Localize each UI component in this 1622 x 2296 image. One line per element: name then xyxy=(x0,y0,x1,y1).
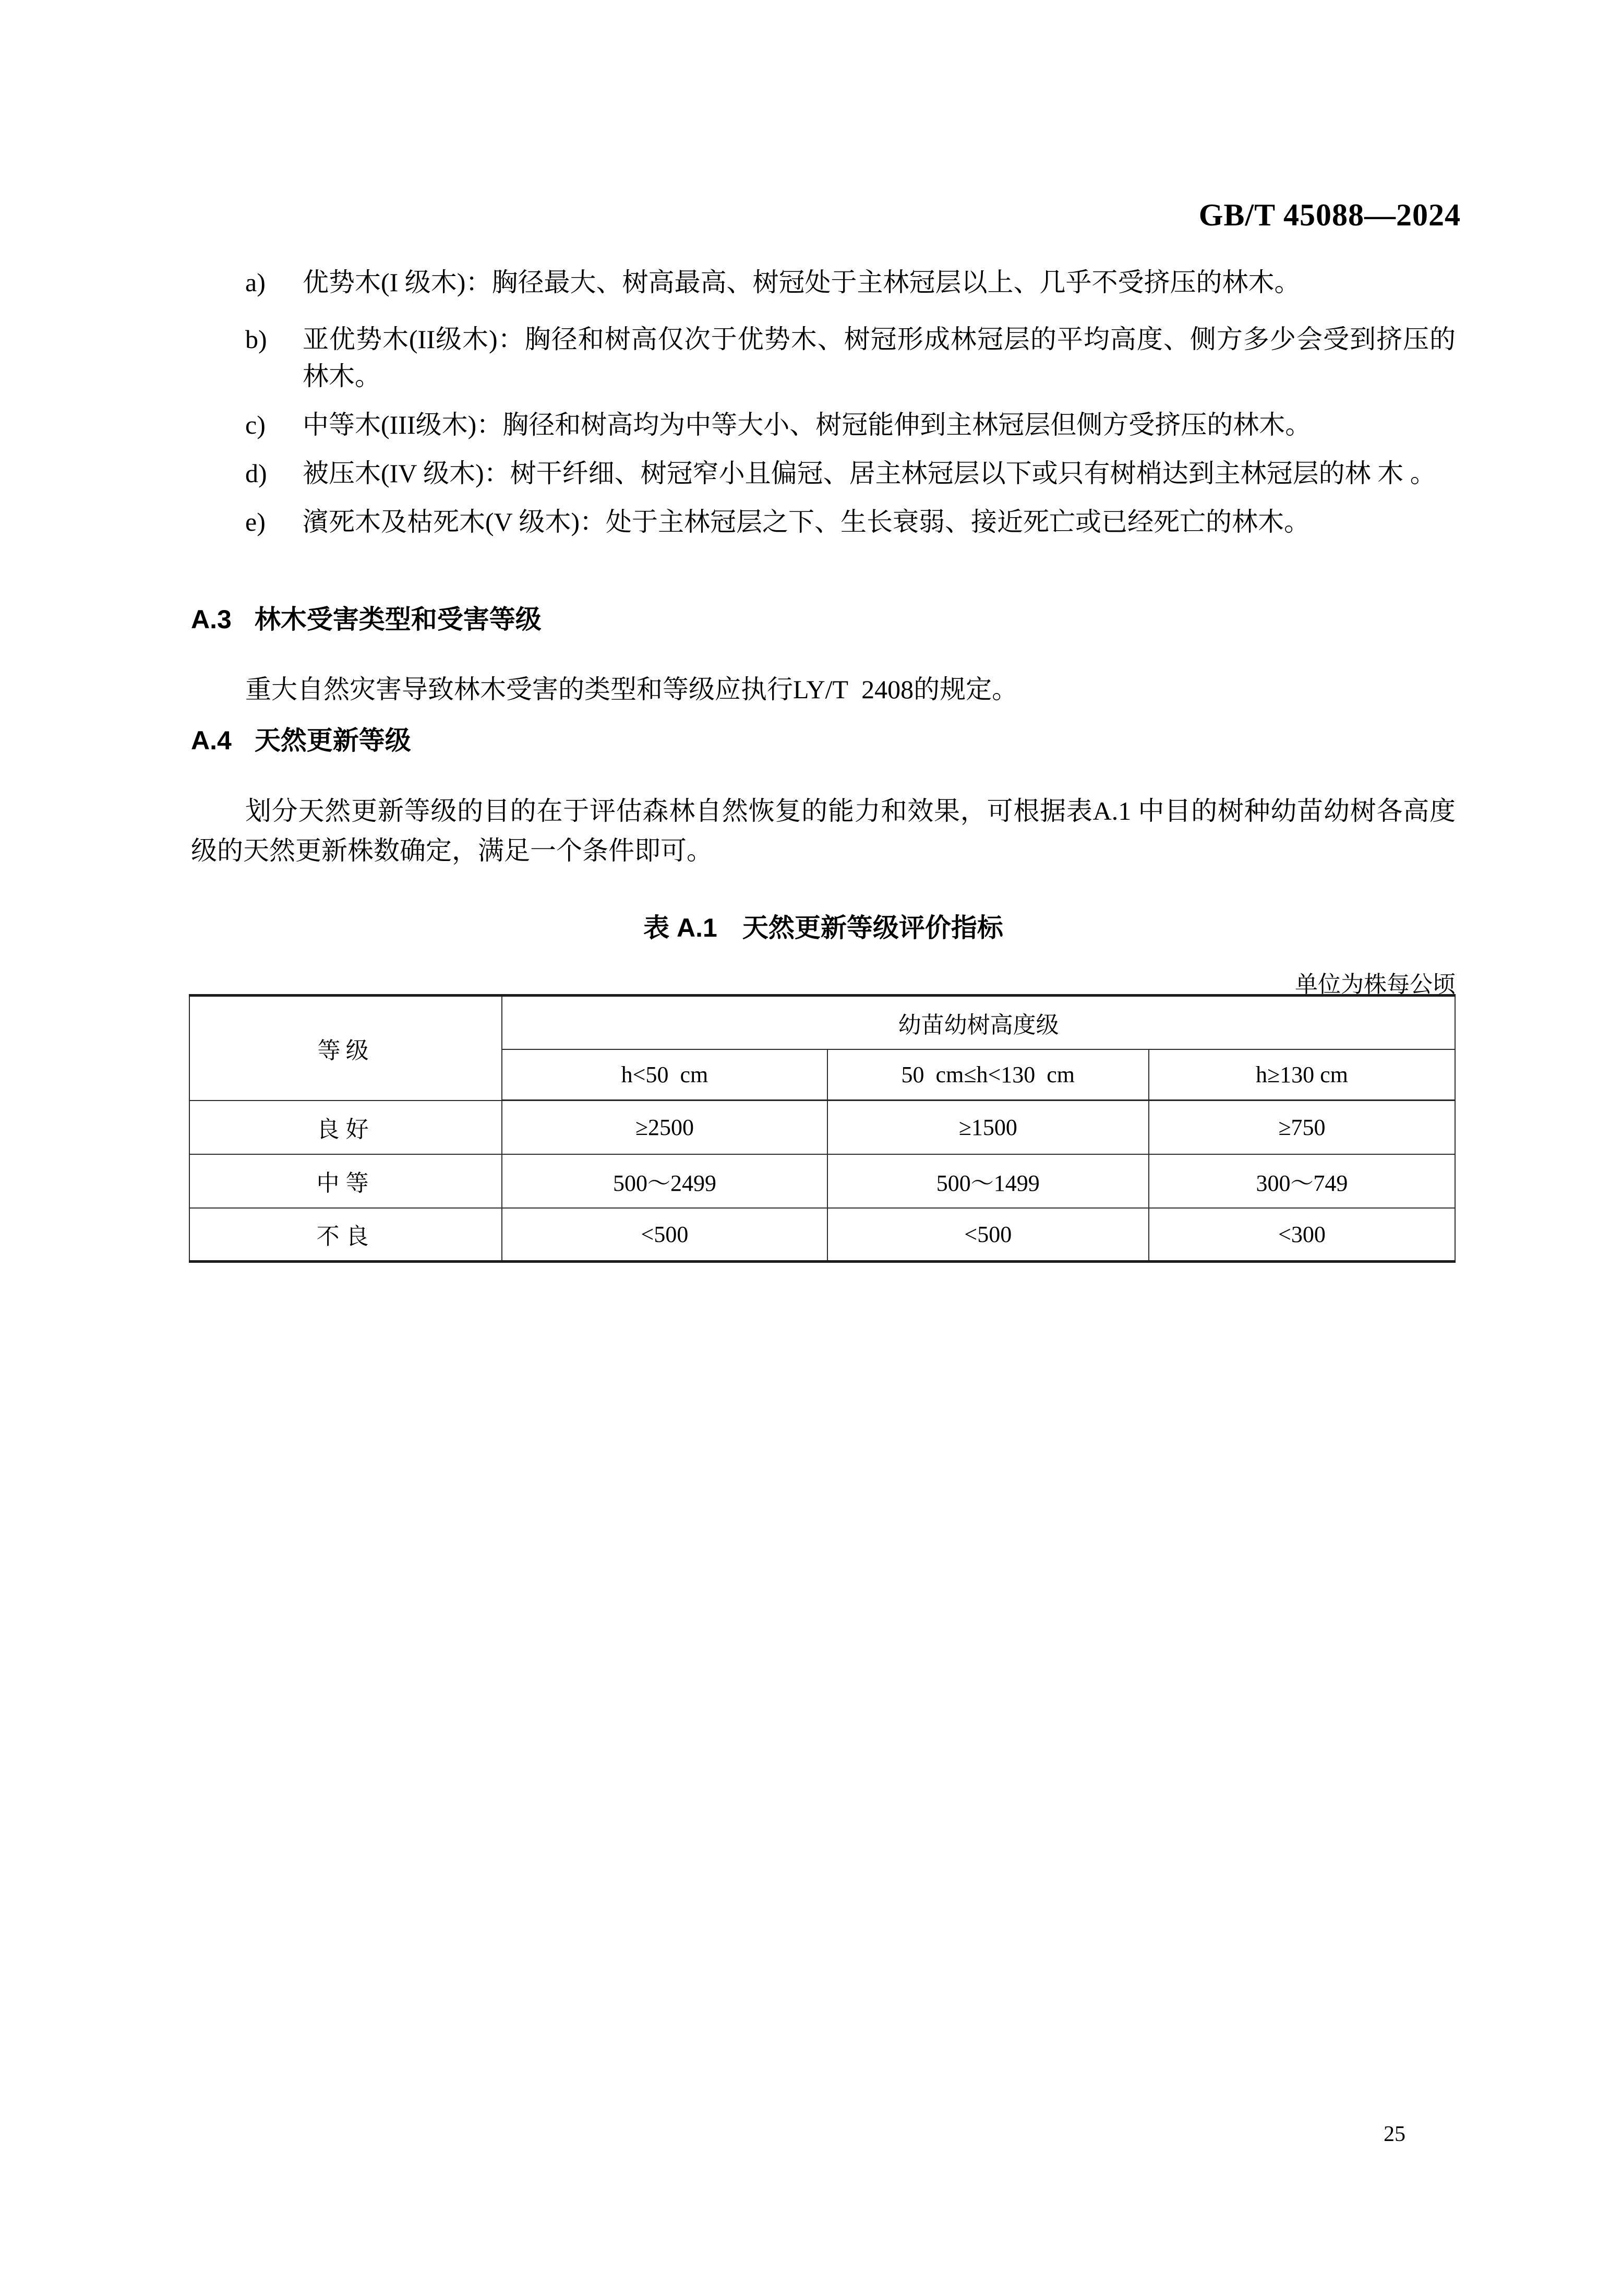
table-row xyxy=(189,1154,1455,1208)
value-cell: <500 xyxy=(502,1208,827,1262)
value-cell: ≥1500 xyxy=(827,1101,1149,1154)
list-item xyxy=(191,321,1456,395)
table-caption-title: 天然更新等级评价指标 xyxy=(742,913,1003,942)
list-item xyxy=(191,455,1456,492)
subheader-cell: h<50 cm xyxy=(502,1049,827,1101)
section-number: A.4 xyxy=(191,726,232,755)
value-cell: 500～1499 xyxy=(827,1154,1149,1208)
subheader-cell: 50 cm≤h<130 cm xyxy=(827,1049,1149,1101)
standard-number: GB/T 45088—2024 xyxy=(1198,198,1461,232)
table-row xyxy=(189,1208,1455,1262)
table-unit-note: 单位为株每公顷 xyxy=(1295,972,1456,997)
section-paragraph-a4: 划分天然更新等级的目的在于评估森林自然恢复的能力和效果，可根据表A.1 中目的树种幼苗幼树各高度级的天然更新株数确定，满足一个条件即可。 xyxy=(191,796,1456,865)
grade-cell: 中等 xyxy=(189,1154,502,1208)
value-cell: <300 xyxy=(1149,1208,1455,1262)
section-paragraph-a3: 重大自然灾害导致林木受害的类型和等级应执行LY/T 2408的规定。 xyxy=(245,675,1018,704)
value-cell: 300～749 xyxy=(1149,1154,1455,1208)
value-cell: <500 xyxy=(827,1208,1149,1262)
table-row xyxy=(189,1101,1455,1154)
list-item-label: c) xyxy=(245,410,266,439)
list-item-label: d) xyxy=(245,459,267,488)
list-item-text: 中等木(III级木)：胸径和树高均为中等大小、树冠能伸到主林冠层但侧方受挤压的林木。 xyxy=(303,410,1312,439)
grade-table-wrap xyxy=(189,994,1456,1263)
list-item-label: e) xyxy=(245,507,266,536)
table-caption-label: 表 A.1 xyxy=(643,913,717,942)
section-title: 天然更新等级 xyxy=(254,726,411,755)
page-number: 25 xyxy=(1384,2122,1405,2146)
section-heading-a4 xyxy=(191,725,1456,756)
grade-table xyxy=(189,994,1456,1263)
section-title: 林木受害类型和受害等级 xyxy=(254,605,542,634)
grade-cell: 不良 xyxy=(189,1208,502,1262)
group-header-cell: 幼苗幼树高度级 xyxy=(502,996,1455,1049)
tree-class-list xyxy=(191,264,1456,552)
list-item-label: b) xyxy=(245,325,267,354)
list-item-text: 亚优势木(II级木)：胸径和树高仅次于优势木、树冠形成林冠层的平均高度、侧方多少会受到挤压的林木。 xyxy=(303,325,1456,391)
list-item-text: 濱死木及枯死木(V 级木)：处于主林冠层之下、生长衰弱、接近死亡或已经死亡的林木。 xyxy=(303,507,1311,536)
list-item-label: a) xyxy=(245,268,266,297)
list-item xyxy=(191,406,1456,444)
section-heading-a3 xyxy=(191,604,1456,635)
value-cell: ≥750 xyxy=(1149,1101,1455,1154)
value-cell: ≥2500 xyxy=(502,1101,827,1154)
value-cell: 500～2499 xyxy=(502,1154,827,1208)
table-header-row xyxy=(189,996,1455,1049)
section-number: A.3 xyxy=(191,605,232,634)
list-item-text: 优势木(I 级木)：胸径最大、树高最高、树冠处于主林冠层以上、几乎不受挤压的林木。 xyxy=(303,268,1301,297)
list-item xyxy=(191,264,1456,301)
subheader-cell: h≥130 cm xyxy=(1149,1049,1455,1101)
table-caption xyxy=(191,907,1456,944)
grade-cell: 良好 xyxy=(189,1101,502,1154)
list-item-text: 被压木(IV 级木)：树干纤细、树冠窄小且偏冠、居主林冠层以下或只有树梢达到主林冠层的林 木 。 xyxy=(303,459,1436,488)
grade-column-header: 等级 xyxy=(189,996,502,1101)
list-item xyxy=(191,504,1456,541)
